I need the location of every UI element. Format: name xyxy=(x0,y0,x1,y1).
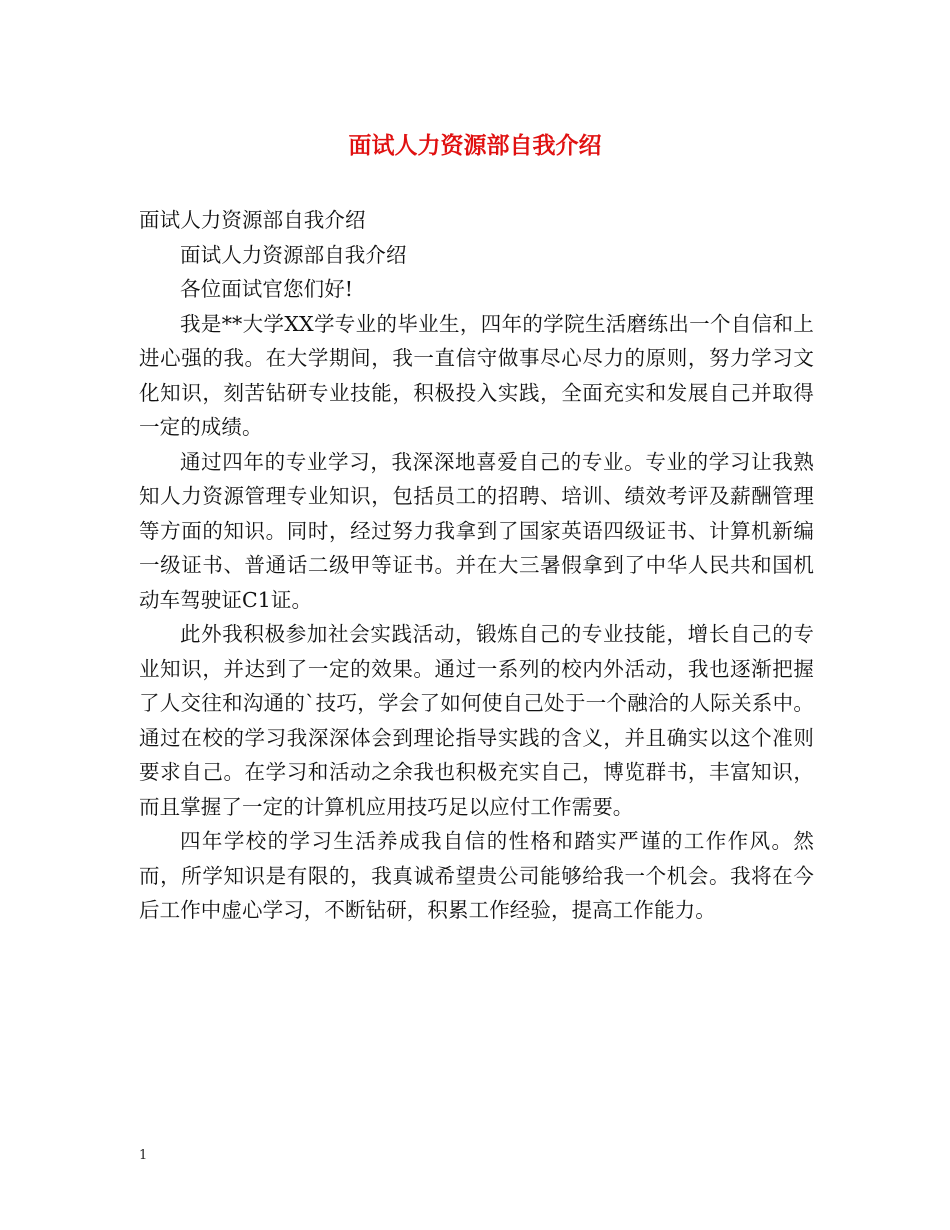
page-number: 1 xyxy=(139,1148,148,1163)
body-heading: 面试人力资源部自我介绍 xyxy=(139,208,366,232)
body-subheading: 面试人力资源部自我介绍 xyxy=(180,242,407,267)
document-body xyxy=(139,203,814,928)
document-title: 面试人力资源部自我介绍 xyxy=(348,133,602,159)
paragraph-study: 通过四年的专业学习，我深深地喜爱自己的专业。专业的学习让我熟知人力资源管理专业知识，包括员工的招聘、培训、绩效考评及薪酬管理等方面的知识。同时，经过努力我拿到了国家英语四级证书、计算机新编一级证书、普通话二级甲等证书。并在大三暑假拿到了中华人民共和国机动车驾驶证C1证。 xyxy=(139,449,814,612)
paragraph-closing: 四年学校的学习生活养成我自信的性格和踏实严谨的工作作风。然而，所学知识是有限的，我真诚希望贵公司能够给我一个机会。我将在今后工作中虚心学习，不断钻研，积累工作经验，提高工作能力。 xyxy=(139,829,814,922)
greeting: 各位面试官您们好! xyxy=(180,277,354,301)
paragraph-practice: 此外我积极参加社会实践活动，锻炼自己的专业技能，增长自己的专业知识，并达到了一定的效果。通过一系列的校内外活动，我也逐渐把握了人交往和沟通的`技巧，学会了如何使自己处于一个融洽的人际关系中。通过在校的学习我深深体会到理论指导实践的含义，并且确实以这个准则要求自己。在学习和活动之余我也积极充实自己，博览群书，丰富知识，而且掌握了一定的计算机应用技巧足以应付工作需要。 xyxy=(139,622,814,819)
paragraph-intro: 我是**大学XX学专业的毕业生，四年的学院生活磨练出一个自信和上进心强的我。在大学期间，我一直信守做事尽心尽力的原则，努力学习文化知识，刻苦钻研专业技能，积极投入实践，全面充实和发展自己并取得一定的成绩。 xyxy=(139,311,814,439)
